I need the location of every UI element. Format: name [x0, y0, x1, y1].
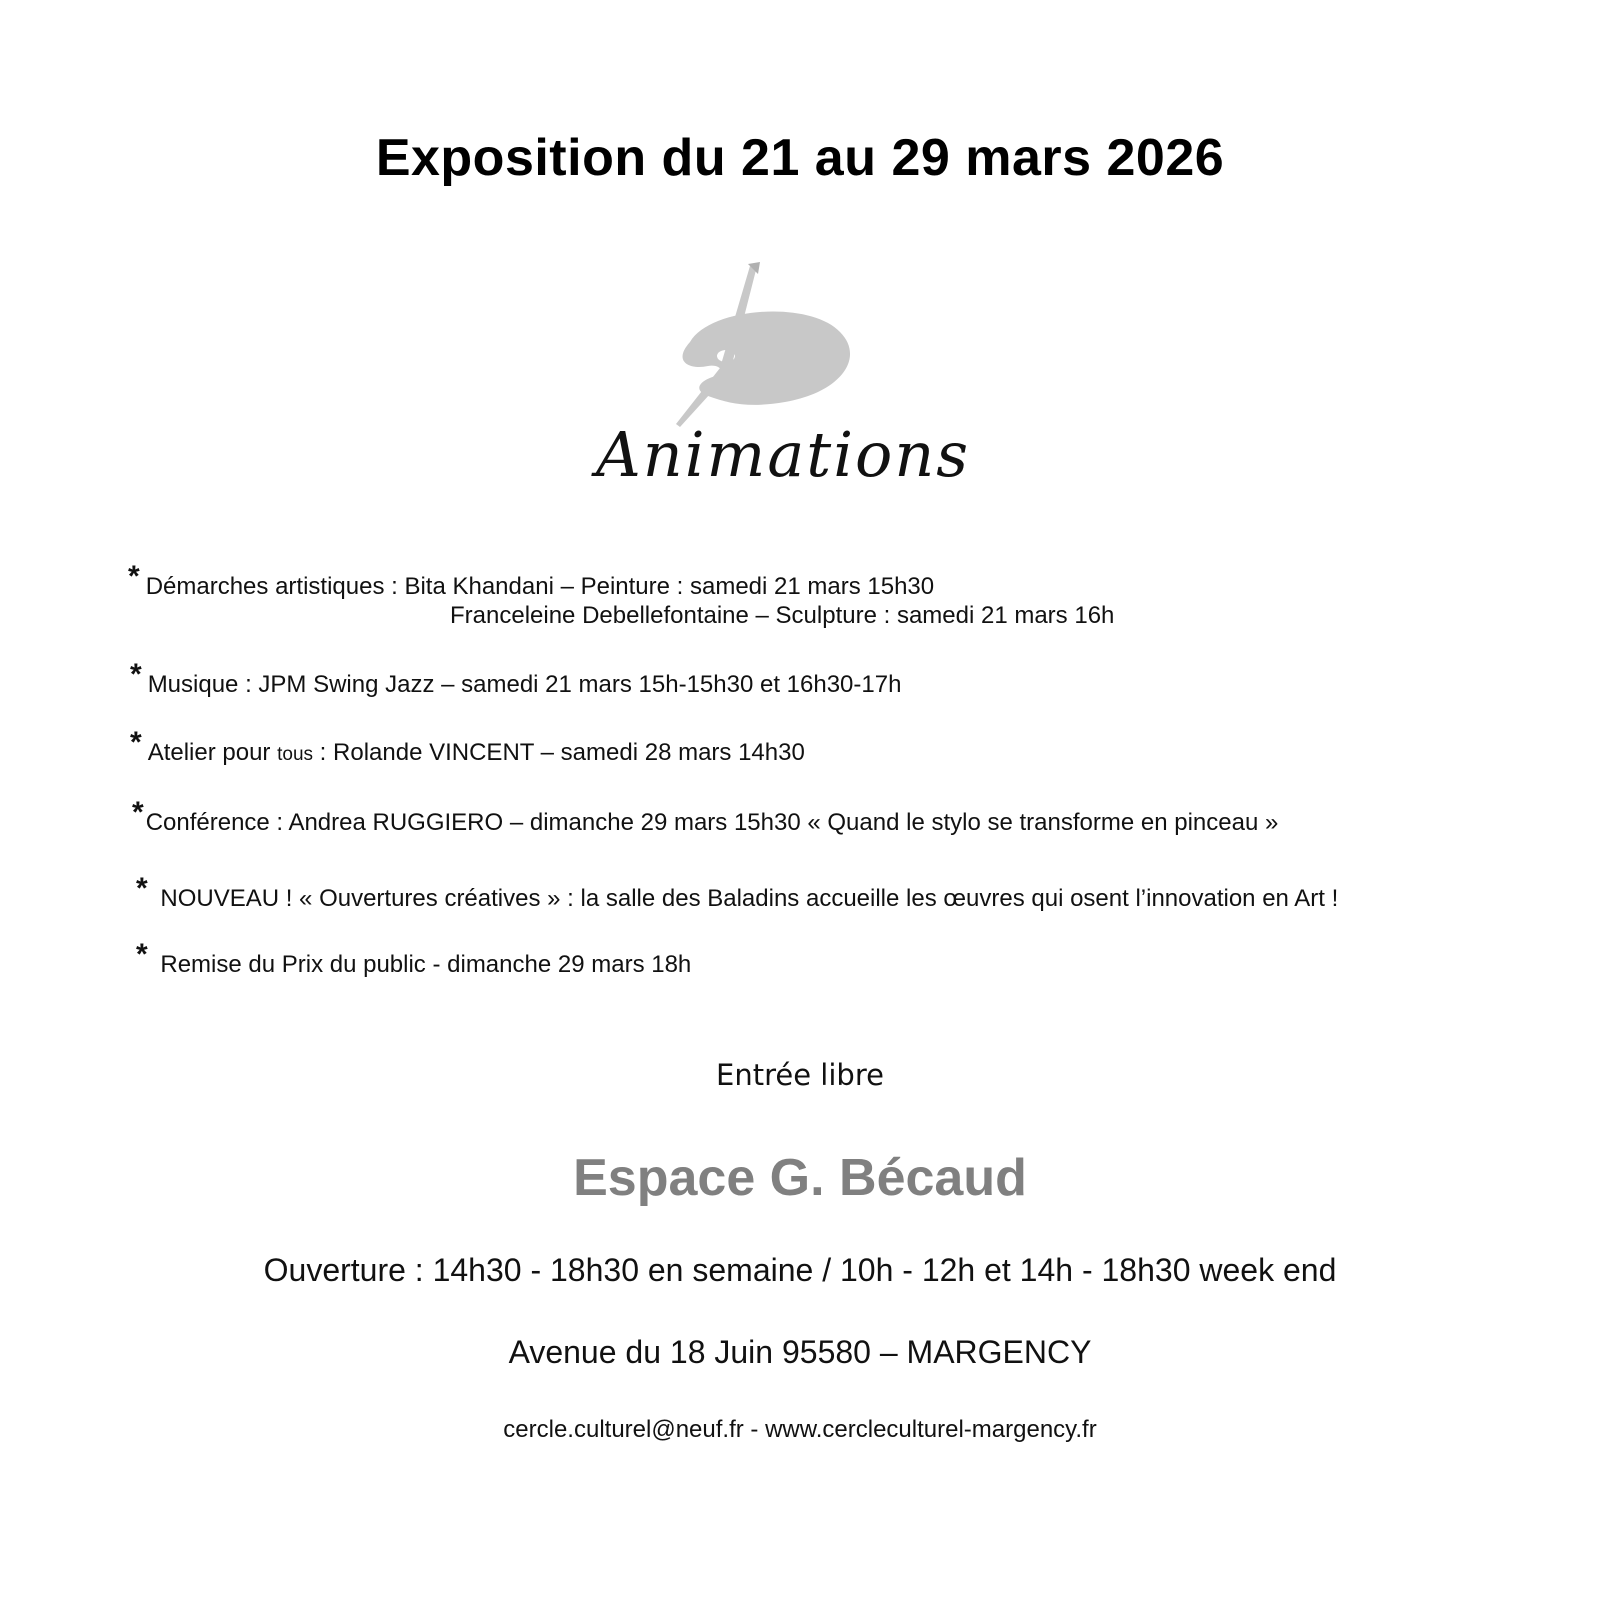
- list-item-prix: [136, 938, 692, 980]
- contact-info: cercle.culturel@neuf.fr - www.cercleculturel-margency.fr: [503, 1416, 1097, 1443]
- bullet-star: *: [132, 796, 144, 829]
- opening-hours: Ouverture : 14h30 - 18h30 en semaine / 10h - 12h et 14h - 18h30 week end: [263, 1252, 1337, 1288]
- conference-text: Conférence : Andrea RUGGIERO – dimanche 29 mars 15h30 « Quand le stylo se transforme en pinceau »: [145, 809, 1279, 836]
- prix-text: Remise du Prix du public - dimanche 29 mars 18h: [153, 951, 692, 978]
- demarches-line1: Démarches artistiques : Bita Khandani – Peinture : samedi 21 mars 15h30: [145, 573, 935, 600]
- list-item-musique: [130, 658, 902, 700]
- list-item-conference: [132, 796, 1279, 838]
- bullet-star: *: [130, 726, 142, 759]
- atelier-text-b: tous: [277, 744, 314, 765]
- musique-text: Musique : JPM Swing Jazz – samedi 21 mars 15h-15h30 et 16h30-17h: [147, 671, 902, 698]
- venue-name: Espace G. Bécaud: [573, 1149, 1027, 1207]
- page-title: Exposition du 21 au 29 mars 2026: [375, 129, 1225, 187]
- list-item-demarches: [128, 560, 935, 602]
- list-item-nouveau: [136, 872, 1339, 914]
- bullet-star: *: [128, 560, 140, 593]
- demarches-line2: Franceleine Debellefontaine – Sculpture : samedi 21 mars 16h: [450, 602, 1115, 629]
- atelier-text-a: Atelier pour: [147, 739, 278, 766]
- nouveau-text: NOUVEAU ! « Ouvertures créatives » : la salle des Baladins accueille les œuvres qui osent l’innovation en Art !: [153, 885, 1339, 912]
- bullet-star: *: [130, 658, 142, 691]
- atelier-text-c: : Rolande VINCENT – samedi 28 mars 14h30: [313, 739, 805, 766]
- bullet-star: *: [136, 938, 148, 971]
- animations-heading: Animations: [596, 418, 971, 491]
- address: Avenue du 18 Juin 95580 – MARGENCY: [508, 1334, 1092, 1370]
- entry-info: Entrée libre: [716, 1058, 884, 1092]
- list-item-atelier: [130, 726, 805, 768]
- bullet-star: *: [136, 872, 148, 905]
